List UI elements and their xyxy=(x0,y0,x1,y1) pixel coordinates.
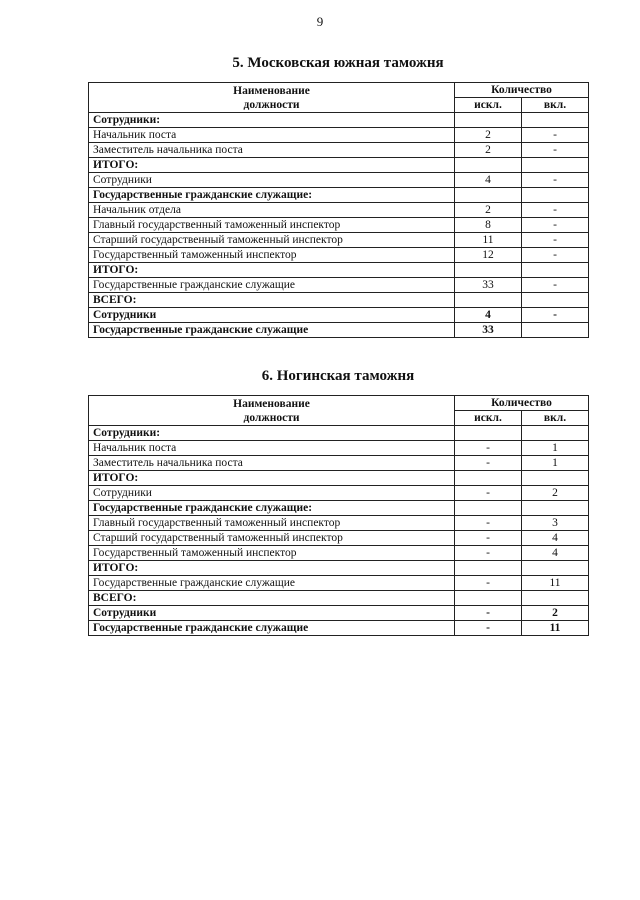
excluded-cell: 12 xyxy=(455,248,522,263)
position-cell: Государственный таможенный инспектор xyxy=(89,546,455,561)
header-position-line2: должности xyxy=(243,411,300,424)
table-row xyxy=(89,323,589,338)
header-position-line1: Наименование xyxy=(233,397,310,410)
included-cell: 4 xyxy=(522,531,589,546)
position-cell: Государственные гражданские служащие xyxy=(89,278,455,293)
position-cell: ИТОГО: xyxy=(89,158,455,173)
included-cell xyxy=(522,591,589,606)
included-cell: - xyxy=(522,278,589,293)
header-included: вкл. xyxy=(522,98,589,113)
excluded-cell: - xyxy=(455,606,522,621)
excluded-cell: - xyxy=(455,441,522,456)
header-excluded: искл. xyxy=(455,411,522,426)
position-cell: Старший государственный таможенный инспектор xyxy=(89,233,455,248)
section-title: 6. Ногинская таможня xyxy=(261,368,415,384)
excluded-cell xyxy=(455,426,522,441)
table-row xyxy=(89,158,589,173)
excluded-cell: - xyxy=(455,531,522,546)
table-row xyxy=(89,441,589,456)
excluded-cell xyxy=(455,263,522,278)
excluded-cell: 8 xyxy=(455,218,522,233)
table-body xyxy=(89,426,589,636)
excluded-cell xyxy=(455,501,522,516)
position-cell: Начальник поста xyxy=(89,128,455,143)
excluded-cell xyxy=(455,471,522,486)
included-cell: - xyxy=(522,308,589,323)
table-row xyxy=(89,128,589,143)
position-cell: ИТОГО: xyxy=(89,263,455,278)
position-cell: Государственные гражданские служащие xyxy=(89,323,455,338)
header-quantity: Количество xyxy=(455,396,589,411)
excluded-cell: 33 xyxy=(455,278,522,293)
position-cell: Главный государственный таможенный инспектор xyxy=(89,516,455,531)
included-cell xyxy=(522,561,589,576)
included-cell: - xyxy=(522,218,589,233)
position-cell: Сотрудники xyxy=(89,308,455,323)
table-row xyxy=(89,308,589,323)
table-row xyxy=(89,173,589,188)
position-cell: Начальник поста xyxy=(89,441,455,456)
excluded-cell: - xyxy=(455,516,522,531)
position-cell: Заместитель начальника поста xyxy=(89,456,455,471)
table-row xyxy=(89,486,589,501)
excluded-cell: - xyxy=(455,621,522,636)
table-row xyxy=(89,591,589,606)
excluded-cell xyxy=(455,113,522,128)
included-cell xyxy=(522,188,589,203)
table-row xyxy=(89,113,589,128)
included-cell: 1 xyxy=(522,441,589,456)
page-number: 9 xyxy=(316,14,324,29)
included-cell xyxy=(522,501,589,516)
table-row xyxy=(89,531,589,546)
position-cell: Государственный таможенный инспектор xyxy=(89,248,455,263)
excluded-cell: - xyxy=(455,546,522,561)
table-row xyxy=(89,218,589,233)
excluded-cell: 11 xyxy=(455,233,522,248)
excluded-cell: 4 xyxy=(455,173,522,188)
included-cell: - xyxy=(522,248,589,263)
excluded-cell: - xyxy=(455,576,522,591)
included-cell xyxy=(522,263,589,278)
included-cell xyxy=(522,323,589,338)
position-cell: Сотрудники xyxy=(89,486,455,501)
included-cell: 2 xyxy=(522,486,589,501)
table-row xyxy=(89,606,589,621)
included-cell: 11 xyxy=(522,621,589,636)
excluded-cell xyxy=(455,591,522,606)
table-row xyxy=(89,456,589,471)
header-excluded: искл. xyxy=(455,98,522,113)
position-cell: ИТОГО: xyxy=(89,561,455,576)
position-cell: ВСЕГО: xyxy=(89,591,455,606)
excluded-cell: 2 xyxy=(455,143,522,158)
excluded-cell: 2 xyxy=(455,203,522,218)
table-row xyxy=(89,293,589,308)
excluded-cell xyxy=(455,188,522,203)
staff-table xyxy=(88,395,589,636)
excluded-cell: 33 xyxy=(455,323,522,338)
position-cell: Государственные гражданские служащие: xyxy=(89,501,455,516)
excluded-cell xyxy=(455,293,522,308)
header-position xyxy=(89,83,455,113)
position-cell: Начальник отдела xyxy=(89,203,455,218)
staff-table xyxy=(88,82,589,338)
position-cell: Государственные гражданские служащие xyxy=(89,576,455,591)
table-row xyxy=(89,203,589,218)
table-row xyxy=(89,263,589,278)
included-cell: - xyxy=(522,203,589,218)
table-row xyxy=(89,188,589,203)
table-row xyxy=(89,501,589,516)
excluded-cell: 4 xyxy=(455,308,522,323)
excluded-cell: - xyxy=(455,456,522,471)
table-row xyxy=(89,621,589,636)
position-cell: Государственные гражданские служащие xyxy=(89,621,455,636)
position-cell: Сотрудники: xyxy=(89,113,455,128)
table-row xyxy=(89,143,589,158)
included-cell: 4 xyxy=(522,546,589,561)
position-cell: Сотрудники xyxy=(89,606,455,621)
included-cell: - xyxy=(522,173,589,188)
excluded-cell xyxy=(455,561,522,576)
excluded-cell: 2 xyxy=(455,128,522,143)
position-cell: Сотрудники xyxy=(89,173,455,188)
position-cell: Сотрудники: xyxy=(89,426,455,441)
position-cell: ИТОГО: xyxy=(89,471,455,486)
header-position-line2: должности xyxy=(243,98,300,111)
position-cell: Государственные гражданские служащие: xyxy=(89,188,455,203)
position-cell: Заместитель начальника поста xyxy=(89,143,455,158)
table-row xyxy=(89,233,589,248)
included-cell xyxy=(522,158,589,173)
header-position-line1: Наименование xyxy=(233,84,310,97)
position-cell: Главный государственный таможенный инспектор xyxy=(89,218,455,233)
header-position xyxy=(89,396,455,426)
included-cell: - xyxy=(522,233,589,248)
included-cell xyxy=(522,471,589,486)
included-cell: - xyxy=(522,128,589,143)
table-row xyxy=(89,278,589,293)
header-included: вкл. xyxy=(522,411,589,426)
table-row xyxy=(89,471,589,486)
table-row xyxy=(89,248,589,263)
table-row xyxy=(89,576,589,591)
table-row xyxy=(89,516,589,531)
section-title: 5. Московская южная таможня xyxy=(232,55,444,71)
included-cell: 2 xyxy=(522,606,589,621)
section-noginsk-customs xyxy=(88,368,588,636)
header-quantity: Количество xyxy=(455,83,589,98)
excluded-cell xyxy=(455,158,522,173)
included-cell: 1 xyxy=(522,456,589,471)
table-row xyxy=(89,561,589,576)
position-cell: ВСЕГО: xyxy=(89,293,455,308)
included-cell xyxy=(522,293,589,308)
included-cell: 11 xyxy=(522,576,589,591)
included-cell: - xyxy=(522,143,589,158)
excluded-cell: - xyxy=(455,486,522,501)
table-body xyxy=(89,113,589,338)
table-row xyxy=(89,546,589,561)
table-row xyxy=(89,426,589,441)
position-cell: Старший государственный таможенный инспектор xyxy=(89,531,455,546)
section-moscow-south-customs xyxy=(88,55,588,338)
included-cell: 3 xyxy=(522,516,589,531)
included-cell xyxy=(522,426,589,441)
included-cell xyxy=(522,113,589,128)
